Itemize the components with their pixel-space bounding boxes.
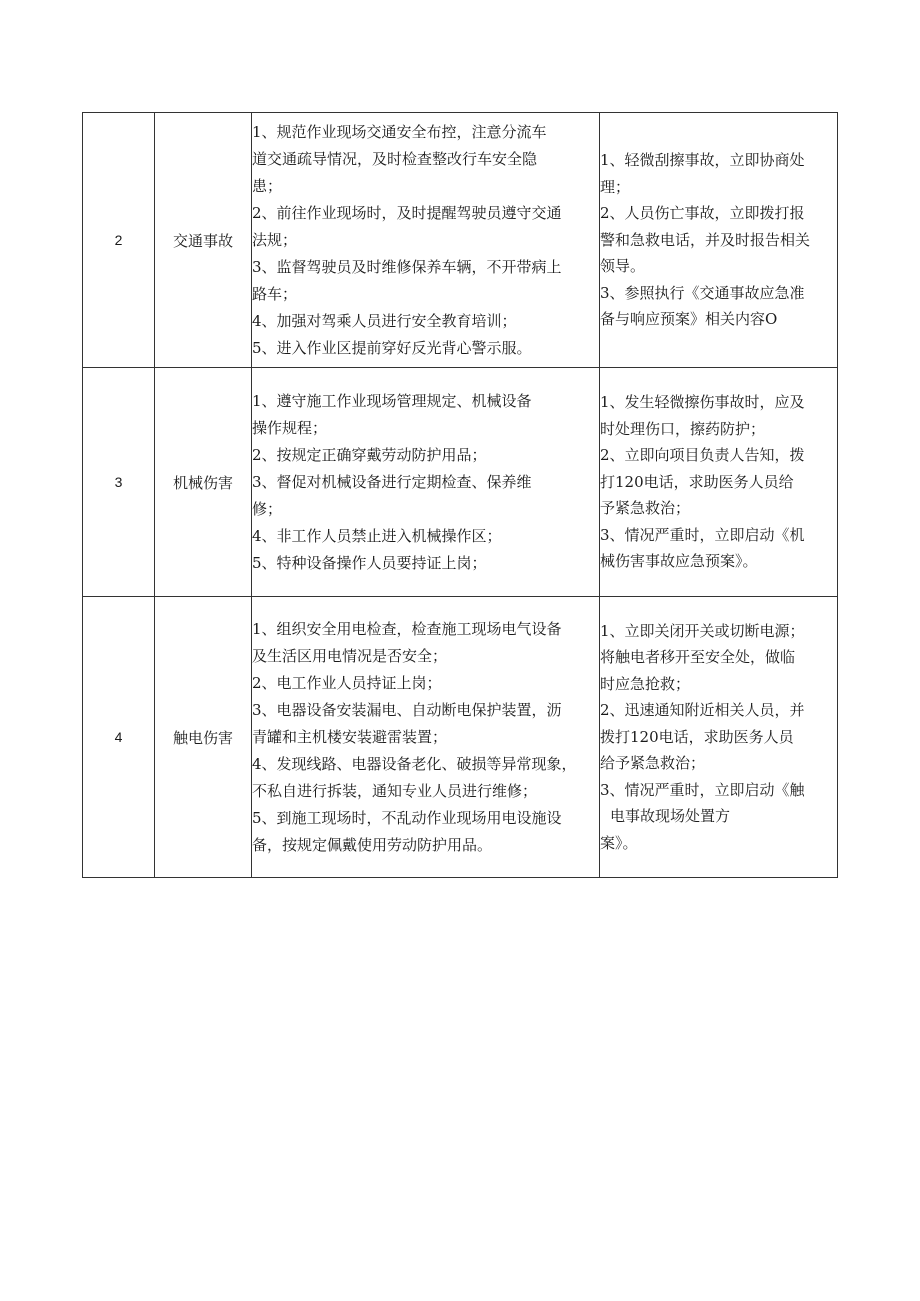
response-line: 2、立即向项目负责人告知，拨 xyxy=(600,446,805,465)
response-line: 拨打120电话，求助医务人员 xyxy=(600,727,794,746)
response-line: 给予紧急救治； xyxy=(600,754,706,773)
response-line: 电事故现场处置方 xyxy=(610,807,731,826)
measure-line: 备，按规定佩戴使用劳动防护用品。 xyxy=(252,835,493,854)
measure-line: 操作规程； xyxy=(252,418,328,437)
measure-line: 2、按规定正确穿戴劳动防护用品； xyxy=(252,445,487,464)
measure-line: 青罐和主机楼安装避雷装置； xyxy=(252,727,448,746)
safety-measures-table xyxy=(82,112,838,878)
measure-line: 路车； xyxy=(252,284,298,303)
measure-line: 1、遵守施工作业现场管理规定、机械设备 xyxy=(252,391,532,410)
response-line: 警和急救电话，并及时报告相关 xyxy=(600,230,811,249)
measure-line: 不私自进行拆装，通知专业人员进行维修； xyxy=(252,781,538,800)
response-line: 理； xyxy=(600,177,631,196)
measure-line: 5、进入作业区提前穿好反光背心警示服。 xyxy=(252,338,532,357)
response-line: 3、情况严重时，立即启动《机 xyxy=(600,525,805,544)
table-row xyxy=(83,368,838,597)
measure-line: 3、监督驾驶员及时维修保养车辆，不开带病上 xyxy=(252,257,562,276)
row-number: 3 xyxy=(83,368,155,597)
response-line: 将触电者移开至安全处，做临 xyxy=(600,648,796,667)
emergency-response xyxy=(600,597,838,878)
response-line: 1、立即关闭开关或切断电源； xyxy=(600,621,805,640)
response-line: 2、迅速通知附近相关人员，并 xyxy=(600,701,805,720)
response-line: 2、人员伤亡事故，立即拨打报 xyxy=(600,204,805,223)
preventive-measures xyxy=(252,113,600,368)
measure-line: 2、电工作业人员持证上岗； xyxy=(252,673,442,692)
response-line: 械伤害事故应急预案》。 xyxy=(600,552,758,571)
measure-line: 及生活区用电情况是否安全； xyxy=(252,646,448,665)
measure-line: 1、规范作业现场交通安全布控，注意分流车 xyxy=(252,122,547,141)
response-line: 打120电话，求助医务人员给 xyxy=(600,472,794,491)
response-line: 1、发生轻微擦伤事故时，应及 xyxy=(600,393,805,412)
measure-line: 1、组织安全用电检查，检查施工现场电气设备 xyxy=(252,619,562,638)
measure-line: 法规； xyxy=(252,230,298,249)
emergency-response xyxy=(600,113,838,368)
response-line: 时处理伤口，擦药防护； xyxy=(600,419,766,438)
measure-line: 3、电器设备安装漏电、自动断电保护装置，沥 xyxy=(252,700,562,719)
table-row xyxy=(83,597,838,878)
response-line: 1、轻微刮擦事故，立即协商处 xyxy=(600,151,805,170)
measure-line: 道交通疏导情况，及时检查整改行车安全隐 xyxy=(252,149,538,168)
preventive-measures xyxy=(252,597,600,878)
hazard-type: 机械伤害 xyxy=(155,368,252,597)
measure-line: 患； xyxy=(252,176,283,195)
measure-line: 3、督促对机械设备进行定期检查、保养维 xyxy=(252,472,532,491)
emergency-response xyxy=(600,368,838,597)
row-number: 2 xyxy=(83,113,155,368)
response-line: 3、情况严重时，立即启动《触 xyxy=(600,780,805,799)
hazard-type: 触电伤害 xyxy=(155,597,252,878)
response-line: 案》。 xyxy=(600,833,638,852)
row-number: 4 xyxy=(83,597,155,878)
measure-line: 修； xyxy=(252,499,283,518)
response-line: 3、参照执行《交通事故应急准 xyxy=(600,283,805,302)
preventive-measures xyxy=(252,368,600,597)
response-line: 备与响应预案》相关内容O xyxy=(600,310,778,329)
response-line: 予紧急救治； xyxy=(600,499,691,518)
response-line: 时应急抢救； xyxy=(600,674,691,693)
measure-line: 2、前往作业现场时，及时提醒驾驶员遵守交通 xyxy=(252,203,562,222)
response-line: 领导。 xyxy=(600,257,646,276)
measure-line: 4、发现线路、电器设备老化、破损等异常现象， xyxy=(252,754,577,773)
measure-line: 4、加强对驾乘人员进行安全教育培训； xyxy=(252,311,517,330)
measure-line: 5、到施工现场时，不乱动作业现场用电设施设 xyxy=(252,808,562,827)
table-row xyxy=(83,113,838,368)
hazard-type: 交通事故 xyxy=(155,113,252,368)
measure-line: 4、非工作人员禁止进入机械操作区； xyxy=(252,526,502,545)
measure-line: 5、特种设备操作人员要持证上岗； xyxy=(252,553,487,572)
